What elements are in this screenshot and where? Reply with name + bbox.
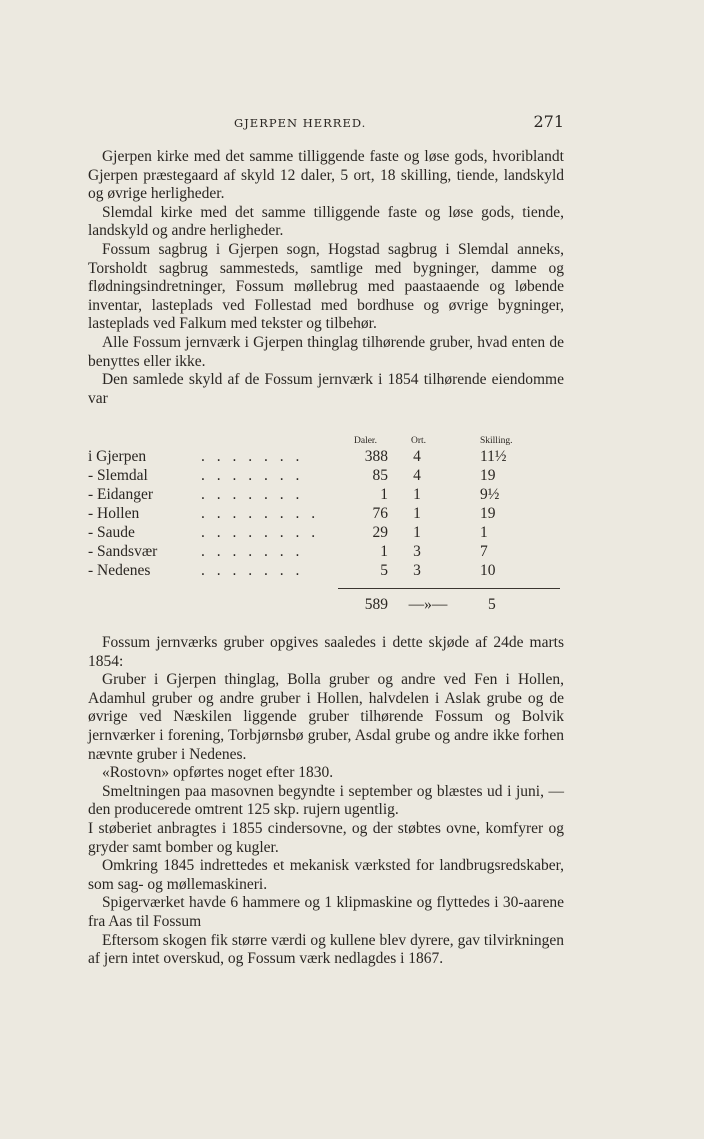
row-place: - Sandsvær <box>88 543 158 560</box>
row-ort: 1 <box>413 505 421 522</box>
paragraph: Gruber i Gjerpen thinglag, Bolla gruber og andre ved Fen i Hollen, Adamhul gruber og andre gruber i Hollen, halvdelen i Aslak grube og de øvrige ved Næskilen liggende gruber tilhørende Fossum og Bolvik jernværker i forening, Torbjørnsbø gruber, Asdal grube og andre ikke forhen nævnte gruber i Nedenes. <box>88 671 564 763</box>
paragraph: Eftersom skogen fik større værdi og kullene blev dyrere, gav tilvirkningen af jern intet overskud, og Fossum værk nedlagdes i 1867. <box>88 931 564 968</box>
paragraph: Fossum jernværks gruber opgives saaledes i dette skjøde af 24de marts 1854: <box>88 634 564 670</box>
header-title: GJERPEN HERRED. <box>234 116 367 130</box>
table-total-row <box>88 594 564 616</box>
row-ort: 3 <box>413 543 421 560</box>
row-daler: 388 <box>364 448 388 465</box>
body-text-bottom <box>88 634 564 969</box>
row-place: - Nedenes <box>88 562 151 579</box>
row-daler: 29 <box>372 524 388 541</box>
row-skilling: 9½ <box>480 486 500 503</box>
total-daler: 589 <box>364 596 388 613</box>
row-ort: 4 <box>413 448 421 465</box>
table-row <box>88 448 564 467</box>
table-row <box>88 486 564 505</box>
paragraph: Den samlede skyld af de Fossum jernværk i 1854 tilhørende eiendomme var <box>88 371 564 407</box>
row-leader-dots: . . . . . . . <box>201 562 304 579</box>
row-leader-dots: . . . . . . . <box>201 486 304 503</box>
running-header <box>88 112 566 134</box>
table-row <box>88 467 564 486</box>
header-daler: Daler. <box>354 436 377 446</box>
header-skilling: Skilling. <box>480 436 513 446</box>
table-row <box>88 524 564 543</box>
sum-rule-line <box>338 588 560 589</box>
skyld-table <box>88 432 564 616</box>
table-row <box>88 543 564 562</box>
row-daler: 5 <box>380 562 388 579</box>
row-leader-dots: . . . . . . . . <box>201 524 320 541</box>
row-leader-dots: . . . . . . . . <box>201 505 320 522</box>
row-daler: 1 <box>380 543 388 560</box>
row-ort: 1 <box>413 486 421 503</box>
table-header <box>88 432 564 448</box>
row-place: - Slemdal <box>88 467 148 484</box>
row-ort: 4 <box>413 467 421 484</box>
row-daler: 1 <box>380 486 388 503</box>
row-skilling: 19 <box>480 505 496 522</box>
paragraph: Alle Fossum jernværk i Gjerpen thinglag tilhørende gruber, hvad enten de benyttes eller ikke. <box>88 333 564 370</box>
row-place: - Eidanger <box>88 486 153 503</box>
row-skilling: 1 <box>480 524 488 541</box>
body-text-top <box>88 148 564 408</box>
row-daler: 76 <box>372 505 388 522</box>
header-ort: Ort. <box>411 436 427 446</box>
page-number: 271 <box>533 112 564 131</box>
paragraph: Spigerværket havde 6 hammere og 1 klipmaskine og flyttedes i 30-aarene fra Aas til Fossum <box>88 894 564 930</box>
total-skilling: 5 <box>488 596 496 613</box>
paragraph: Slemdal kirke med det samme tilliggende faste og løse gods, tiende, landskyld og andre herligheder. <box>88 203 564 240</box>
table-row <box>88 562 564 581</box>
paragraph: «Rostovn» opførtes noget efter 1830. <box>101 764 334 782</box>
row-skilling: 19 <box>480 467 496 484</box>
row-skilling: 11½ <box>480 448 507 465</box>
sum-rule <box>88 581 564 594</box>
paragraph: Omkring 1845 indrettedes et mekanisk værksted for landbrugsredskaber, som sag- og møllemaskineri. <box>88 857 564 893</box>
row-place: - Saude <box>88 524 135 541</box>
row-skilling: 7 <box>480 543 488 560</box>
row-place: - Hollen <box>88 505 140 522</box>
paragraph: Fossum sagbrug i Gjerpen sogn, Hogstad sagbrug i Slemdal anneks, Torsholdt sagbrug sammesteds, samtlige med bygninger, damme og flødningsindretninger, Fossum møllebrug med paastaaende og løbende inventar, lasteplads ved Follestad med bordhuse og øvrige bygninger, lasteplads ved Falkum med tekster og tilbehør. <box>88 240 564 333</box>
row-place: i Gjerpen <box>88 448 147 465</box>
row-ort: 1 <box>413 524 421 541</box>
paragraph: I støberiet anbragtes i 1855 cindersovne, og der støbtes ovne, komfyrer og gryder samt bomber og kugler. <box>88 819 564 856</box>
row-skilling: 10 <box>480 562 496 579</box>
row-leader-dots: . . . . . . . <box>201 448 304 465</box>
paragraph: Smeltningen paa masovnen begyndte i september og blæstes ud i juni, — den producerede omtrent 125 skp. rujern ugentlig. <box>88 782 564 819</box>
total-ort: —»— <box>408 596 448 613</box>
row-daler: 85 <box>372 467 388 484</box>
table-row <box>88 505 564 524</box>
row-leader-dots: . . . . . . . <box>201 467 304 484</box>
row-ort: 3 <box>413 562 421 579</box>
row-leader-dots: . . . . . . . <box>201 543 304 560</box>
paragraph: Gjerpen kirke med det samme tilliggende faste og løse gods, hvoriblandt Gjerpen præstegaard af skyld 12 daler, 5 ort, 18 skilling, tiende, landskyld og øvrige herligheder. <box>88 148 564 203</box>
